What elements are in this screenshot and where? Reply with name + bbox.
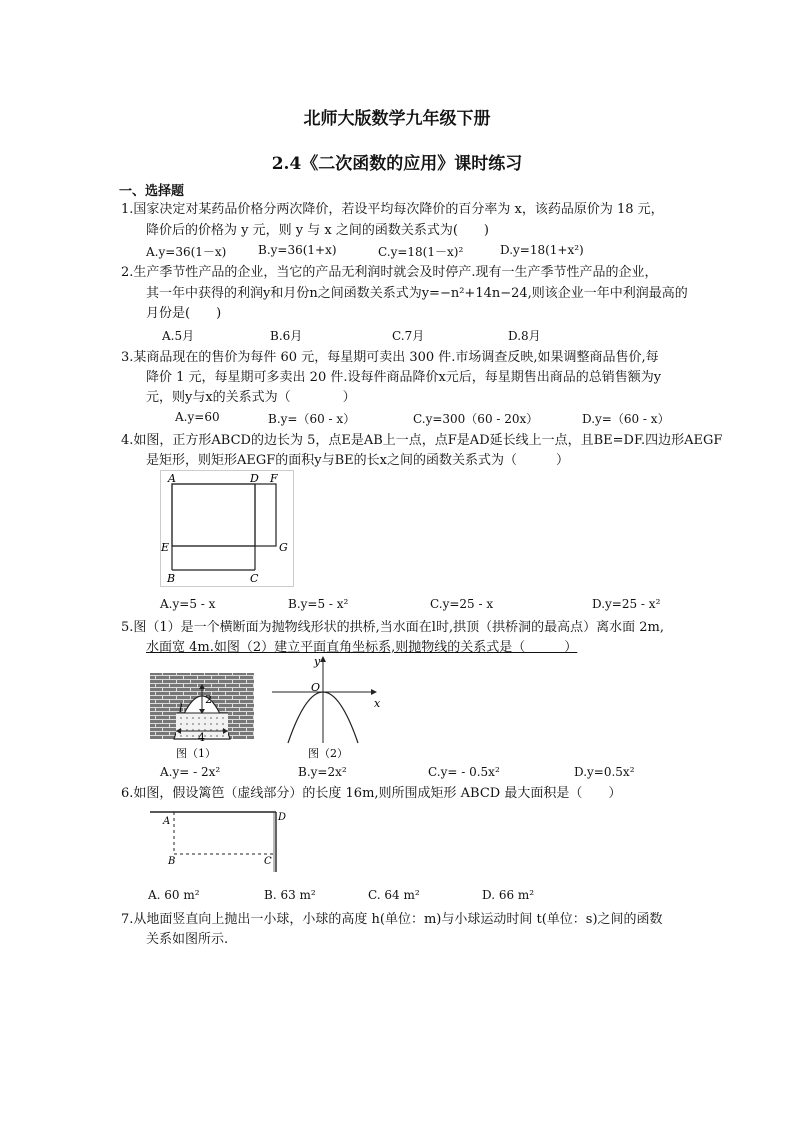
- question-5-line1: 5.图（1）是一个横断面为抛物线形状的拱桥,当水面在l时,拱顶（拱桥洞的最高点）离水面 2m,: [121, 620, 664, 635]
- water-line-label: l: [179, 702, 183, 715]
- q6-option-a: A. 60 m²: [148, 888, 200, 902]
- q5-option-b: B.y=2x²: [298, 765, 347, 779]
- question-2-line1: 2.生产季节性产品的企业，当它的产品无利润时就会及时停产.现有一生产季节性产品的企业，: [121, 265, 658, 280]
- q2-option-c: C.7月: [392, 329, 425, 343]
- square-rectangle-figure: [160, 470, 300, 592]
- q3-option-c: C.y=300（60 - 20x）: [413, 412, 539, 426]
- origin-label: O: [311, 681, 321, 694]
- q3-option-d: D.y=（60 - x）: [582, 412, 670, 426]
- q5-option-d: D.y=0.5x²: [574, 765, 635, 779]
- figure-2-coordinate-parabola: [272, 655, 381, 760]
- section-heading: 一、选择题: [119, 184, 185, 199]
- q4-option-c: C.y=25 - x: [430, 597, 494, 611]
- fence-label-b: B: [168, 856, 176, 867]
- q2-option-b: B.6月: [270, 329, 303, 343]
- q1-option-c: C.y=18(1－x)²: [378, 245, 464, 259]
- question-1-line1: 1.国家决定对某药品价格分两次降价，若设平均每次降价的百分率为 x，该药品原价为 18 元，: [121, 202, 664, 217]
- fence-label-c: C: [264, 856, 272, 867]
- question-6-line1: 6.如图，假设篱笆（虚线部分）的长度 16m,则所围成矩形 ABCD 最大面积是（ ）: [121, 786, 622, 801]
- q4-option-a: A.y=5 - x: [160, 597, 216, 611]
- square-abcd: [172, 484, 255, 546]
- fence-label-d: D: [278, 812, 287, 823]
- label-g: G: [279, 541, 288, 554]
- fence-rectangle-figure: [148, 806, 288, 878]
- question-7-line2: 关系如图所示.: [146, 932, 229, 947]
- q3-option-a: A.y=60: [175, 410, 220, 424]
- q1-option-b: B.y=36(1+x): [258, 243, 337, 257]
- label-e: E: [161, 541, 170, 554]
- question-4-line1: 4.如图，正方形ABCD的边长为 5，点E是AB上一点，点F是AD延长线上一点，且BE=DF.四边形AEGF: [121, 433, 723, 448]
- question-1-line2: 降价后的价格为 y 元，则 y 与 x 之间的函数关系式为( ): [146, 223, 489, 238]
- fence-label-a: A: [163, 816, 171, 827]
- label-a: A: [168, 472, 176, 485]
- bridge-figures: [148, 655, 388, 763]
- label-c: C: [250, 572, 259, 585]
- label-b: B: [167, 572, 176, 585]
- question-2-line2: 其一年中获得的利润y和月份n之间函数关系式为y=−n²+14n−24,则该企业一年中利润最高的: [146, 286, 688, 301]
- rectangle-aegf: [172, 484, 276, 546]
- question-2-line3: 月份是( ): [146, 306, 222, 321]
- q4-option-b: B.y=5 - x²: [288, 597, 349, 611]
- page-subtitle: 2.4《二次函数的应用》课时练习: [271, 154, 523, 174]
- q6-option-c: C. 64 m²: [368, 888, 420, 902]
- x-axis-label: x: [374, 697, 381, 710]
- question-4-line2: 是矩形，则矩形AEGF的面积y与BE的长x之间的函数关系式为（ ）: [146, 453, 570, 468]
- question-7-line1: 7.从地面竖直向上抛出一小球，小球的高度 h(单位：m)与小球运动时间 t(单位：s)之间的函数: [121, 912, 663, 927]
- q2-option-a: A.5月: [162, 329, 195, 343]
- q5-option-a: A.y= - 2x²: [160, 765, 221, 779]
- q3-option-b: B.y=（60 - x）: [268, 412, 356, 426]
- water-width-label: 4: [198, 731, 205, 744]
- arch-height-label: 2: [205, 693, 212, 706]
- figure-1-caption: 图（1）: [176, 747, 216, 760]
- page-title: 北师大版数学九年级下册: [303, 109, 491, 129]
- question-3-line3: 元，则y与x的关系式为（ ）: [146, 390, 356, 405]
- y-axis-label: y: [314, 655, 321, 668]
- figure-2-caption: 图（2）: [308, 747, 348, 760]
- question-3-line2: 降价 1 元，每星期可多卖出 20 件.设每件商品降价x元后，每星期售出商品的总销售额为y: [146, 370, 662, 385]
- q1-option-a: A.y=36(1－x): [146, 245, 227, 259]
- q6-option-b: B. 63 m²: [264, 888, 316, 902]
- label-f: F: [270, 472, 278, 485]
- label-d: D: [250, 472, 259, 485]
- figure-1-arch-bridge: [150, 673, 254, 760]
- q2-option-d: D.8月: [508, 329, 541, 343]
- q6-option-d: D. 66 m²: [482, 888, 535, 902]
- q5-option-c: C.y= - 0.5x²: [428, 765, 500, 779]
- q1-option-d: D.y=18(1+x²): [500, 243, 584, 257]
- question-3-line1: 3.某商品现在的售价为每件 60 元，每星期可卖出 300 件.市场调查反映,如果调整商品售价,每: [121, 350, 659, 365]
- q4-option-d: D.y=25 - x²: [592, 597, 661, 611]
- question-5-line2: 水面宽 4m.如图（2）建立平面直角坐标系,则抛物线的关系式是（ ）: [146, 640, 578, 655]
